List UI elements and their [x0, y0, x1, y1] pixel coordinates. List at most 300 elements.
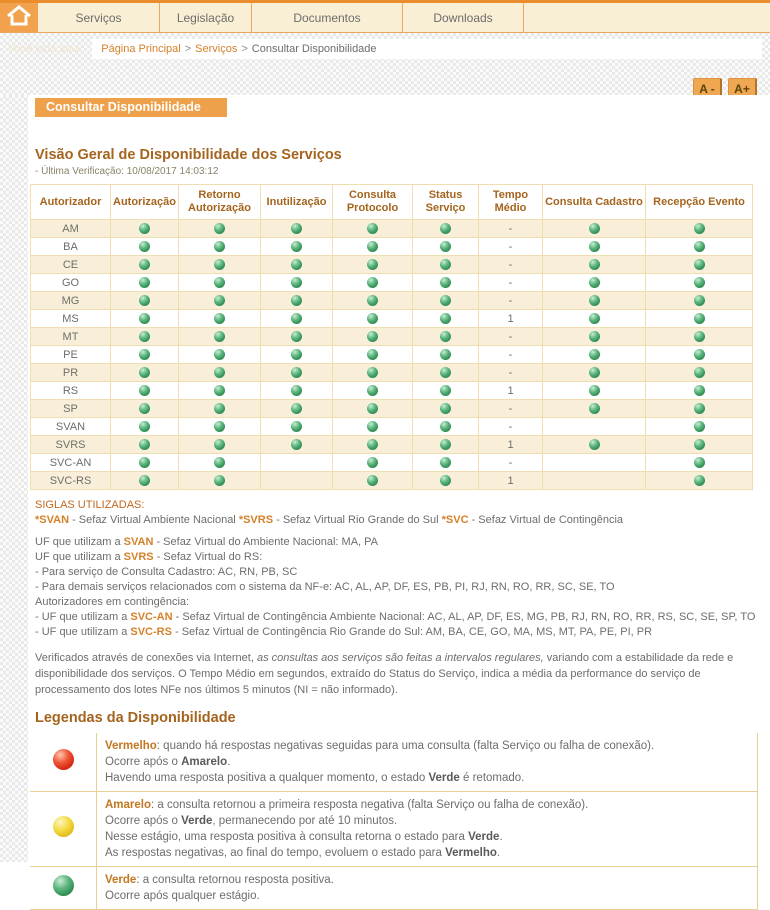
status-cell [543, 472, 646, 490]
table-row [31, 256, 753, 274]
status-cell [261, 220, 333, 238]
main-content [28, 95, 770, 910]
status-cell [543, 454, 646, 472]
status-green-icon [589, 259, 600, 270]
legend-line [105, 813, 749, 829]
status-cell [261, 310, 333, 328]
breadcrumb-link[interactable]: Serviços [195, 43, 238, 55]
status-cell [111, 346, 179, 364]
font-increase-button[interactable]: A+ [728, 78, 757, 100]
status-green-icon [694, 385, 705, 396]
status-cell [179, 400, 261, 418]
status-cell [413, 472, 479, 490]
status-green-icon [440, 457, 451, 468]
text-segment: - UF que utilizam a [35, 626, 131, 638]
red-ball-icon [53, 749, 74, 770]
text-segment: SIGLAS UTILIZADAS: [35, 499, 145, 511]
status-cell: - [479, 274, 543, 292]
nav-tab-downloads[interactable]: Downloads [403, 3, 524, 32]
sigla-link[interactable]: SVAN [123, 536, 154, 548]
status-green-icon [139, 385, 150, 396]
green-ball-icon [53, 875, 74, 896]
legend-line [105, 845, 749, 861]
sigla-link[interactable]: SVC-AN [130, 611, 173, 623]
authorizer-cell: CE [31, 256, 111, 274]
column-header: Inutilização [261, 185, 333, 220]
status-green-icon [214, 331, 225, 342]
status-cell [333, 328, 413, 346]
legend-line [105, 888, 749, 904]
authorizer-cell: SVC-RS [31, 472, 111, 490]
status-cell [111, 220, 179, 238]
status-cell [111, 454, 179, 472]
breadcrumb-links [92, 39, 762, 59]
status-cell [261, 400, 333, 418]
status-cell [333, 274, 413, 292]
status-cell [413, 346, 479, 364]
status-cell [179, 346, 261, 364]
status-green-icon [291, 241, 302, 252]
home-button[interactable] [0, 3, 38, 32]
text-segment: Verde [181, 815, 213, 827]
table-row [31, 418, 753, 436]
status-cell [413, 382, 479, 400]
status-cell [646, 346, 753, 364]
status-green-icon [694, 349, 705, 360]
table-row [31, 220, 753, 238]
status-cell [413, 418, 479, 436]
status-green-icon [291, 403, 302, 414]
siglas-line [35, 610, 770, 625]
status-cell [413, 256, 479, 274]
last-verification: - Última Verificação: 10/08/2017 14:03:12 [35, 166, 219, 177]
status-cell [646, 382, 753, 400]
status-green-icon [367, 421, 378, 432]
status-cell [646, 220, 753, 238]
overview-heading: Visão Geral de Disponibilidade dos Serviços [35, 147, 342, 163]
status-green-icon [694, 367, 705, 378]
status-cell [543, 436, 646, 454]
status-cell [543, 364, 646, 382]
authorizer-cell: MT [31, 328, 111, 346]
font-decrease-button[interactable]: A - [693, 78, 722, 100]
text-segment: - Para serviço de Consulta Cadastro: AC, RN, PB, SC [35, 566, 298, 578]
status-cell [646, 400, 753, 418]
text-segment: é retomado. [459, 772, 525, 784]
status-cell [261, 238, 333, 256]
status-green-icon [139, 475, 150, 486]
status-cell [413, 436, 479, 454]
status-cell [179, 238, 261, 256]
text-segment: - Sefaz Virtual de Contingência [468, 514, 624, 526]
status-green-icon [367, 223, 378, 234]
status-green-icon [139, 403, 150, 414]
text-segment: Amarelo [105, 799, 152, 811]
nav-filler [524, 3, 770, 32]
status-cell [333, 418, 413, 436]
column-header: Consulta Cadastro [543, 185, 646, 220]
status-green-icon [440, 349, 451, 360]
status-cell [333, 400, 413, 418]
status-green-icon [589, 367, 600, 378]
status-green-icon [694, 331, 705, 342]
breadcrumb-current: Consultar Disponibilidade [251, 43, 377, 55]
status-green-icon [291, 313, 302, 324]
status-green-icon [589, 349, 600, 360]
status-green-icon [367, 241, 378, 252]
status-cell [646, 418, 753, 436]
status-green-icon [440, 241, 451, 252]
status-green-icon [139, 259, 150, 270]
table-row [31, 346, 753, 364]
legend-text-cell [97, 733, 758, 792]
status-green-icon [440, 439, 451, 450]
sigla-link[interactable]: SVRS [123, 551, 154, 563]
status-cell [333, 256, 413, 274]
authorizer-cell: SVC-AN [31, 454, 111, 472]
table-row [31, 292, 753, 310]
status-green-icon [214, 295, 225, 306]
authorizer-cell: SVRS [31, 436, 111, 454]
status-green-icon [589, 277, 600, 288]
status-green-icon [291, 277, 302, 288]
text-segment: Nesse estágio, uma resposta positiva à consulta retorna o estado para [105, 831, 469, 843]
home-icon [6, 5, 32, 31]
status-green-icon [139, 349, 150, 360]
status-green-icon [291, 349, 302, 360]
text-segment: Verde [105, 874, 137, 886]
status-cell [543, 328, 646, 346]
status-cell: - [479, 364, 543, 382]
status-cell [413, 400, 479, 418]
status-cell [111, 292, 179, 310]
status-cell [646, 310, 753, 328]
status-cell [261, 472, 333, 490]
text-segment: Vermelho [105, 740, 157, 752]
status-cell [543, 274, 646, 292]
authorizer-cell: SVAN [31, 418, 111, 436]
status-cell [111, 364, 179, 382]
status-cell [261, 436, 333, 454]
status-cell [543, 400, 646, 418]
status-cell [261, 364, 333, 382]
authorizer-cell: SP [31, 400, 111, 418]
status-cell: 1 [479, 382, 543, 400]
status-cell [333, 436, 413, 454]
status-cell [646, 238, 753, 256]
siglas-line [35, 595, 770, 610]
text-segment: variando com a estabilidade da rede e disponibilidade dos serviços. O Tempo Médio em segundos, extraído do Status do Serviço, indica a média da performance do serviço de processamento dos lotes NFe nos últimos 5 minutos (NI = não informado). [35, 652, 734, 696]
sigla-link[interactable]: *SVC [441, 514, 469, 526]
top-navigation [0, 0, 770, 33]
legend-line [105, 797, 749, 813]
text-segment: - Sefaz Virtual Rio Grande do Sul [273, 514, 442, 526]
legend-text-cell [97, 867, 758, 910]
text-segment: UF que utilizam a [35, 551, 124, 563]
status-green-icon [139, 313, 150, 324]
status-green-icon [214, 241, 225, 252]
status-cell [333, 310, 413, 328]
status-cell [413, 238, 479, 256]
sigla-link[interactable]: *SVRS [238, 514, 274, 526]
text-segment: As respostas negativas, ao final do tempo, evoluem o estado para [105, 847, 446, 859]
legend-heading: Legendas da Disponibilidade [35, 710, 236, 726]
yellow-ball-icon [53, 816, 74, 837]
status-green-icon [694, 475, 705, 486]
status-green-icon [214, 385, 225, 396]
status-green-icon [589, 223, 600, 234]
status-green-icon [440, 223, 451, 234]
status-green-icon [139, 439, 150, 450]
status-green-icon [694, 421, 705, 432]
status-green-icon [589, 403, 600, 414]
authorizer-cell: AM [31, 220, 111, 238]
status-cell [543, 310, 646, 328]
status-cell [543, 382, 646, 400]
authorizer-cell: PR [31, 364, 111, 382]
authorizer-cell: PE [31, 346, 111, 364]
table-row [31, 454, 753, 472]
text-segment: - Sefaz Virtual Ambiente Nacional [69, 514, 239, 526]
table-row [31, 238, 753, 256]
status-cell [261, 292, 333, 310]
status-green-icon [139, 277, 150, 288]
status-green-icon [694, 457, 705, 468]
status-cell [111, 400, 179, 418]
status-cell [111, 238, 179, 256]
status-cell [543, 256, 646, 274]
status-cell [413, 364, 479, 382]
status-cell: - [479, 418, 543, 436]
table-row [31, 364, 753, 382]
status-cell [333, 346, 413, 364]
verification-note [35, 650, 747, 698]
text-segment: Ocorre após qualquer estágio. [105, 890, 260, 902]
status-cell [543, 238, 646, 256]
status-green-icon [291, 421, 302, 432]
siglas-line [35, 513, 770, 528]
status-green-icon [214, 277, 225, 288]
status-cell [179, 310, 261, 328]
status-green-icon [214, 457, 225, 468]
text-segment: Autorizadores em contingência: [35, 596, 190, 608]
breadcrumb-separator: > [184, 43, 192, 55]
status-green-icon [214, 403, 225, 414]
status-cell [111, 274, 179, 292]
status-cell [413, 454, 479, 472]
nav-tab-servicos[interactable]: Serviços [38, 3, 160, 32]
status-green-icon [291, 223, 302, 234]
column-header: Autorização [111, 185, 179, 220]
status-green-icon [367, 349, 378, 360]
status-cell [261, 328, 333, 346]
authorizer-cell: RS [31, 382, 111, 400]
text-segment: UF que utilizam a [35, 536, 124, 548]
status-green-icon [694, 277, 705, 288]
status-cell [333, 364, 413, 382]
status-green-icon [440, 403, 451, 414]
text-segment: : quando há respostas negativas seguidas para uma consulta (falta Serviço ou falha de conexão). [156, 740, 655, 752]
status-cell: - [479, 346, 543, 364]
status-green-icon [139, 295, 150, 306]
status-cell [111, 436, 179, 454]
column-header: Retorno Autorização [179, 185, 261, 220]
table-row [31, 274, 753, 292]
text-segment: Ocorre após o [105, 815, 182, 827]
text-segment: Vermelho [445, 847, 497, 859]
text-segment: Amarelo [181, 756, 228, 768]
status-green-icon [214, 223, 225, 234]
status-cell [111, 418, 179, 436]
status-cell [646, 274, 753, 292]
breadcrumb-strip [0, 33, 770, 95]
status-green-icon [139, 223, 150, 234]
status-cell [646, 256, 753, 274]
text-segment: Ocorre após o [105, 756, 182, 768]
status-cell [333, 238, 413, 256]
status-cell [413, 310, 479, 328]
status-green-icon [589, 313, 600, 324]
status-green-icon [694, 295, 705, 306]
nav-tab-documentos[interactable]: Documentos [252, 3, 403, 32]
status-cell [261, 454, 333, 472]
legend-ball-cell [30, 733, 97, 792]
legend-line [105, 829, 749, 845]
text-segment: Verificados através de conexões via Internet, [35, 652, 257, 664]
legend-row [30, 733, 758, 792]
status-cell [179, 328, 261, 346]
status-green-icon [367, 277, 378, 288]
status-cell [179, 418, 261, 436]
status-cell [111, 310, 179, 328]
status-green-icon [367, 439, 378, 450]
siglas-line [35, 625, 770, 640]
authorizer-cell: MG [31, 292, 111, 310]
status-cell [179, 220, 261, 238]
status-cell [179, 382, 261, 400]
status-green-icon [589, 331, 600, 342]
sigla-link[interactable]: SVC-RS [130, 626, 172, 638]
status-cell: - [479, 400, 543, 418]
status-green-icon [367, 385, 378, 396]
text-segment: : a consulta retornou a primeira resposta negativa (falta Serviço ou falha de conexão). [151, 799, 589, 811]
status-cell [646, 436, 753, 454]
status-green-icon [694, 259, 705, 270]
status-green-icon [440, 313, 451, 324]
status-cell [333, 220, 413, 238]
legend-line [105, 738, 749, 754]
status-cell [413, 292, 479, 310]
status-cell: - [479, 454, 543, 472]
column-header: Status Serviço [413, 185, 479, 220]
status-cell [111, 256, 179, 274]
table-row [31, 400, 753, 418]
text-segment: as consultas aos serviços são feitas a intervalos regulares, [256, 652, 547, 664]
text-segment: - Sefaz Virtual de Contingência Ambiente Nacional: AC, AL, AP, DF, ES, MG, PB, RJ, RN, RO, RR, RS, SC, SE, SP, TO [172, 611, 756, 623]
status-cell: 1 [479, 310, 543, 328]
status-cell [261, 274, 333, 292]
status-green-icon [440, 331, 451, 342]
legend-line [105, 754, 749, 770]
table-row [31, 382, 753, 400]
status-green-icon [214, 313, 225, 324]
status-cell [111, 328, 179, 346]
text-segment: . [499, 831, 503, 843]
status-green-icon [694, 241, 705, 252]
status-cell [179, 256, 261, 274]
legend-text-cell [97, 792, 758, 867]
breadcrumb-label: Você está aqui: [8, 43, 84, 55]
status-green-icon [139, 367, 150, 378]
status-cell [179, 364, 261, 382]
status-cell: - [479, 328, 543, 346]
status-cell [333, 472, 413, 490]
status-cell [543, 418, 646, 436]
table-row [31, 328, 753, 346]
legend-line [105, 770, 749, 786]
legend-ball-cell [30, 792, 97, 867]
status-cell [646, 292, 753, 310]
status-cell [261, 346, 333, 364]
status-green-icon [440, 277, 451, 288]
text-segment: - Sefaz Virtual do Ambiente Nacional: MA, PA [153, 536, 378, 548]
status-green-icon [291, 367, 302, 378]
status-green-icon [139, 457, 150, 468]
text-segment: . [496, 847, 501, 859]
status-cell [179, 436, 261, 454]
authorizer-cell: BA [31, 238, 111, 256]
status-green-icon [440, 295, 451, 306]
status-green-icon [367, 259, 378, 270]
status-green-icon [694, 439, 705, 450]
status-green-icon [291, 259, 302, 270]
siglas-line [35, 550, 770, 565]
status-green-icon [440, 385, 451, 396]
status-cell: - [479, 256, 543, 274]
status-green-icon [291, 331, 302, 342]
status-green-icon [139, 331, 150, 342]
breadcrumb-link[interactable]: Página Principal [101, 43, 181, 55]
status-cell [179, 274, 261, 292]
text-segment: , permanecendo por até 10 minutos. [212, 815, 398, 827]
status-green-icon [291, 439, 302, 450]
status-green-icon [367, 331, 378, 342]
legend-line [105, 872, 749, 888]
column-header: Consulta Protocolo [333, 185, 413, 220]
text-segment: Havendo uma resposta positiva a qualquer momento, o estado [105, 772, 429, 784]
status-cell [646, 454, 753, 472]
status-cell [413, 328, 479, 346]
status-green-icon [214, 439, 225, 450]
text-segment: - Sefaz Virtual de Contingência Rio Grande do Sul: AM, BA, CE, GO, MA, MS, MT, PA, PE, PI, PR [171, 626, 653, 638]
sigla-link[interactable]: *SVAN [35, 514, 70, 526]
nav-tab-legislacao[interactable]: Legislação [160, 3, 252, 32]
status-cell [333, 292, 413, 310]
status-cell [413, 274, 479, 292]
siglas-line [35, 565, 770, 580]
status-cell [543, 346, 646, 364]
status-green-icon [214, 259, 225, 270]
legend-row [30, 867, 758, 910]
status-green-icon [440, 367, 451, 378]
status-cell: - [479, 238, 543, 256]
text-segment: . [227, 756, 231, 768]
status-cell [413, 220, 479, 238]
status-green-icon [214, 349, 225, 360]
status-green-icon [440, 259, 451, 270]
status-cell [646, 472, 753, 490]
text-segment: Verde [468, 831, 500, 843]
